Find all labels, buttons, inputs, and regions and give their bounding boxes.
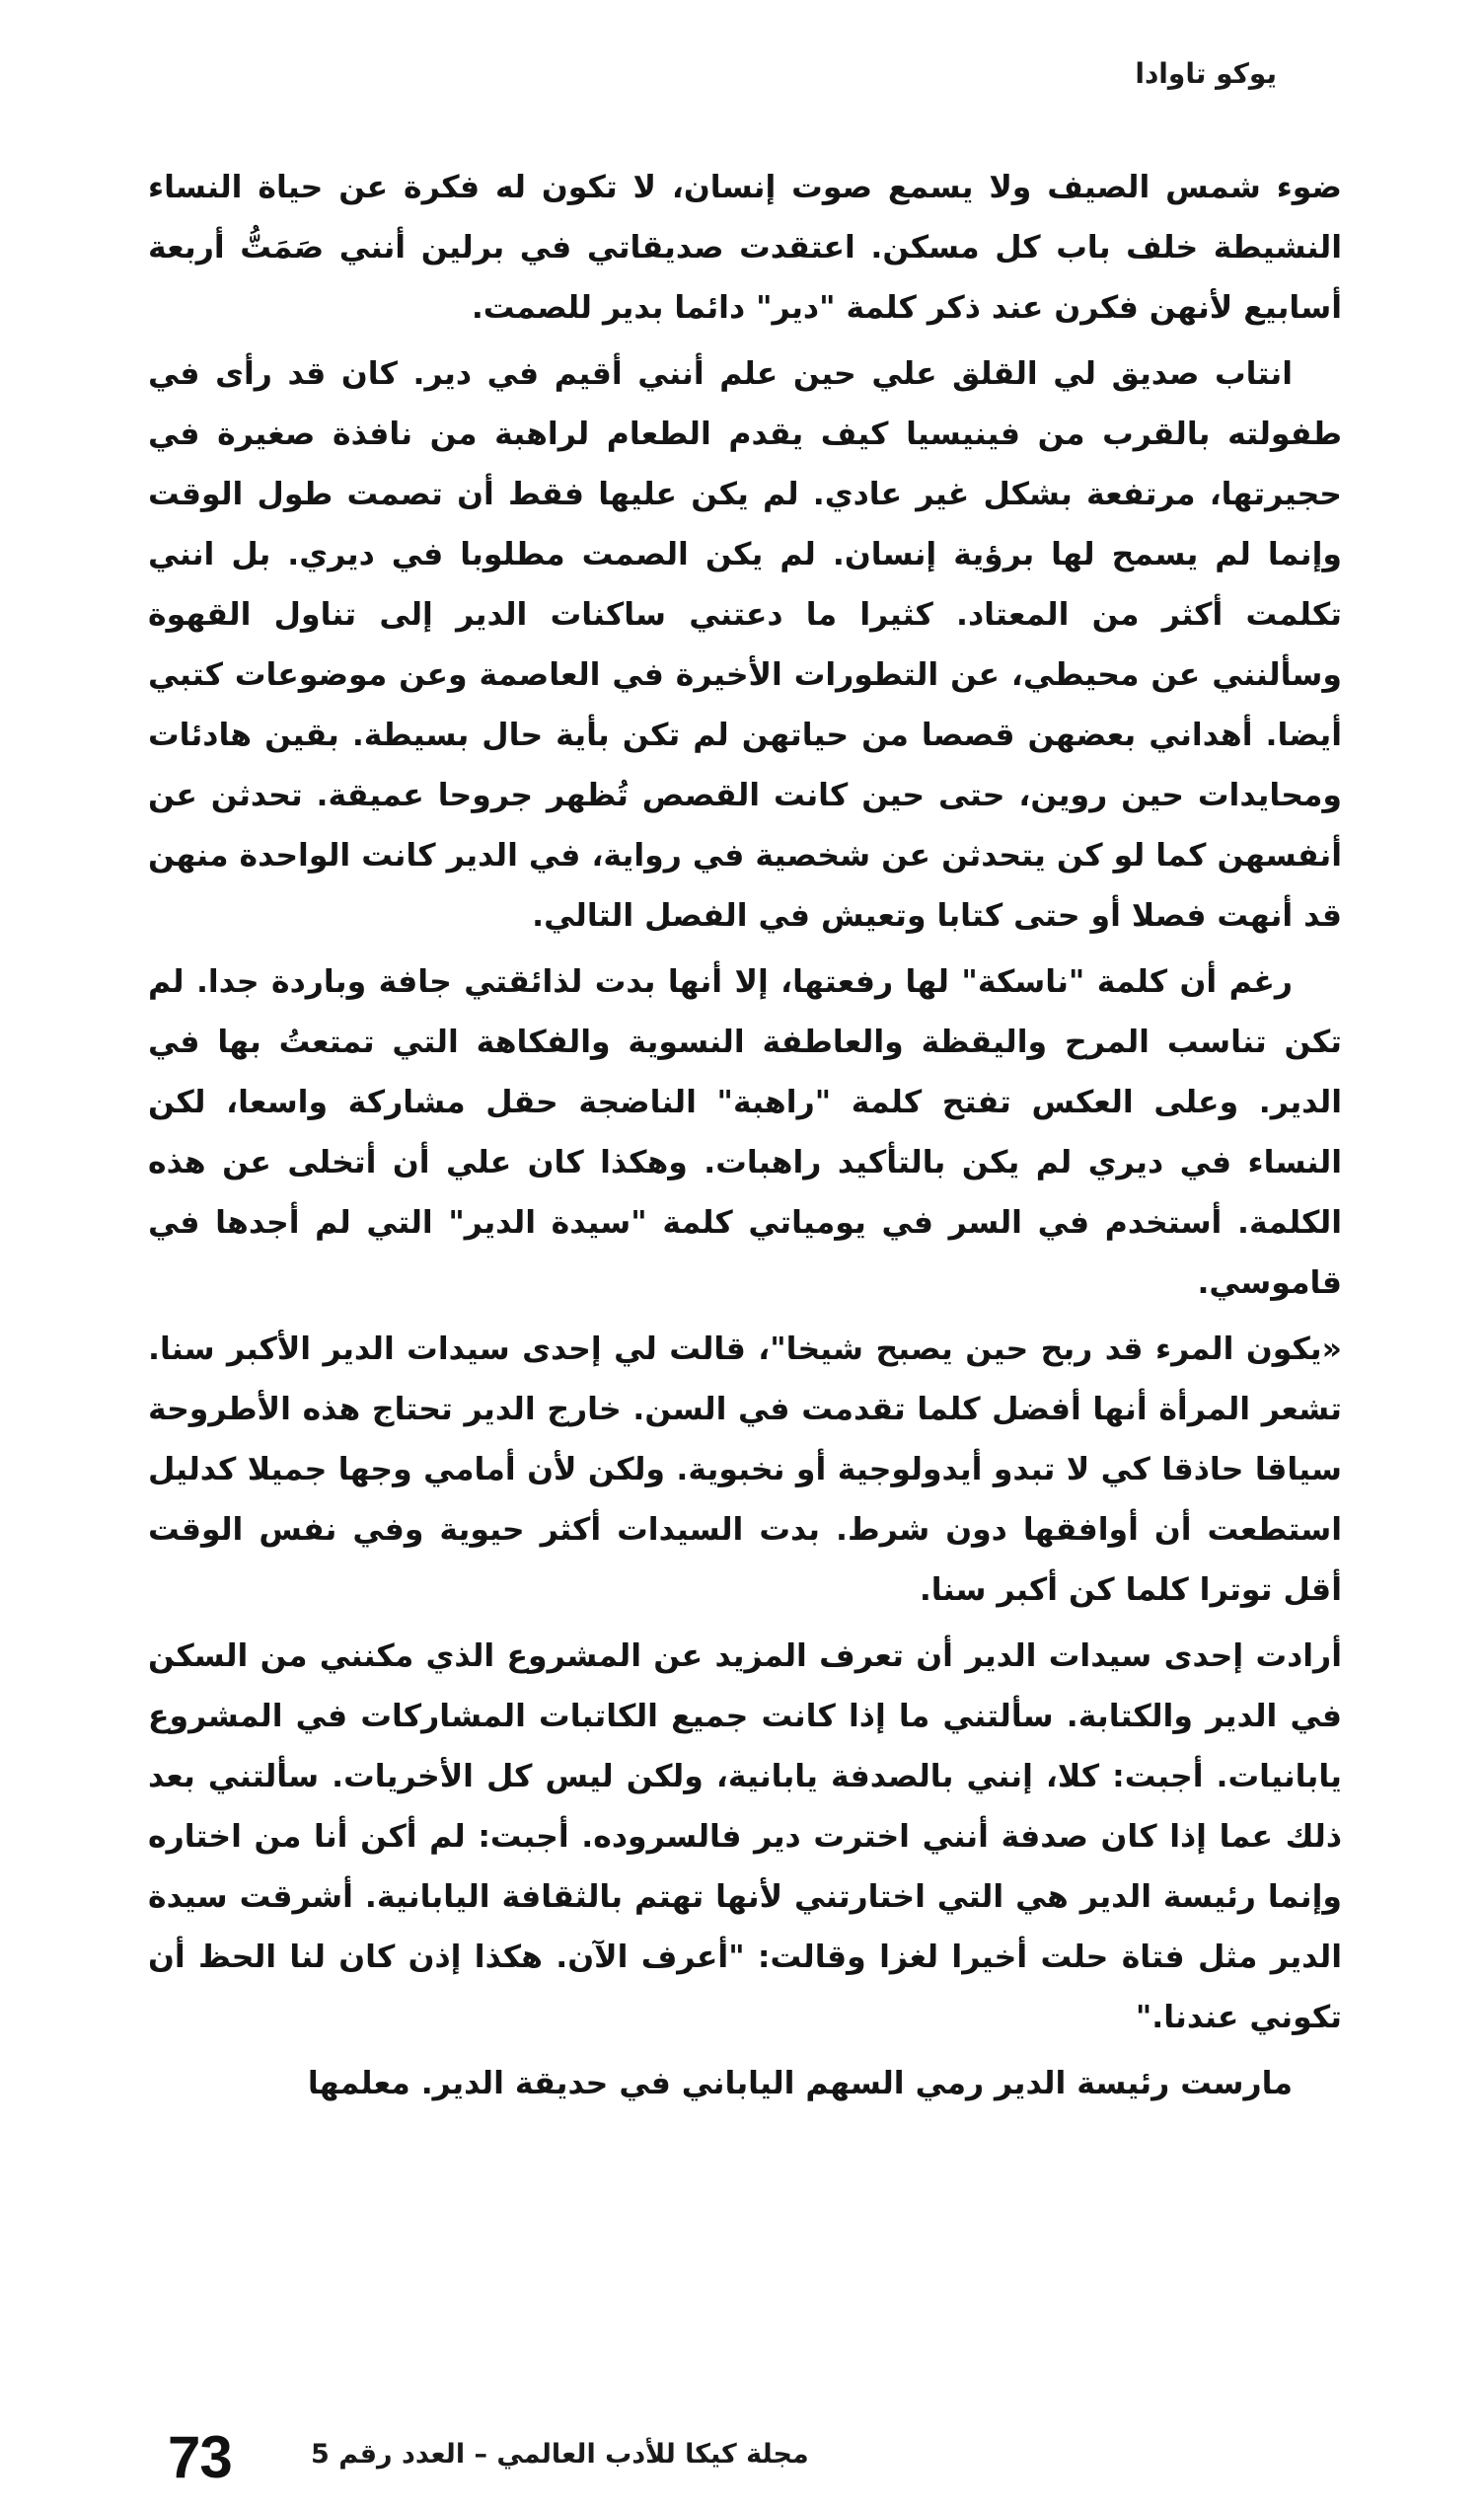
paragraph-6: مارست رئيسة الدير رمي السهم الياباني في حديقة الدير. معلمها bbox=[307, 2066, 1293, 2101]
page-footer bbox=[148, 2423, 1336, 2502]
article-body bbox=[148, 158, 1342, 2120]
paragraph-3: رغم أن كلمة "ناسكة" لها رفعتها، إلا أنها بدت لذائقتي جافة وباردة جدا. لم تكن تناسب المرح واليقظة والعاطفة النسوية والفكاهة التي تمتعتُ بها في الدير. وعلى العكس تفتح كلمة "راهبة" الناضجة حقل مشاركة واسعا، لكن النساء في ديري لم يكن بالتأكيد راهبات. وهكذا كان علي أن أتخلى عن هذه الكلمة. أستخدم في السر في يومياتي كلمة "سيدة الدير" التي لم أجدها في قاموسي. bbox=[148, 964, 1342, 1301]
running-title: يوكو تاوادا bbox=[1135, 57, 1277, 90]
page-number: 73 bbox=[168, 2424, 232, 2490]
paragraph-2: انتاب صديق لي القلق علي حين علم أنني أقيم في دير. كان قد رأى في طفولته بالقرب من فينيسيا كيف يقدم الطعام لراهبة من نافذة صغيرة في حجيرتها، مرتفعة بشكل غير عادي. لم يكن عليها فقط أن تصمت طول الوقت وإنما لم يسمح لها برؤية إنسان. لم يكن الصمت مطلوبا في ديري. بل انني تكلمت أكثر من المعتاد. كثيرا ما دعتني ساكنات الدير إلى تناول القهوة وسألنني عن محيطي، عن التطورات الأخيرة في العاصمة وعن موضوعات كتبي أيضا. أهداني بعضهن قصصا من حياتهن لم تكن بأية حال بسيطة. بقين هادئات ومحايدات حين روين، حتى حين كانت القصص تُظهر جروحا عميقة. تحدثن عن أنفسهن كما لو كن يتحدثن عن شخصية في رواية، في الدير كانت الواحدة منهن قد أنهت فصلا أو حتى كتابا وتعيش في الفصل التالي. bbox=[148, 356, 1342, 934]
paragraph-5: أرادت إحدى سيدات الدير أن تعرف المزيد عن المشروع الذي مكنني من السكن في الدير والكتابة. سألتني ما إذا كانت جميع الكاتبات المشاركات في المشروع يابانيات. أجبت: كلا، إنني بالصدفة يابانية، ولكن ليس كل الأخريات. سألتني بعد ذلك عما إذا كان صدفة أنني اخترت دير فالسروده. أجبت: لم أكن أنا من اختاره وإنما رئيسة الدير هي التي اختارتني لأنها تهتم بالثقافة اليابانية. أشرقت سيدة الدير مثل فتاة حلت أخيرا لغزا وقالت: "أعرف الآن. هكذا إذن كان لنا الحظ أن تكوني عندنا." bbox=[148, 1638, 1342, 2035]
paragraph-4: «يكون المرء قد ربح حين يصبح شيخا"، قالت لي إحدى سيدات الدير الأكبر سنا. تشعر المرأة أنها أفضل كلما تقدمت في السن. خارج الدير تحتاج هذه الأطروحة سياقا حاذقا كي لا تبدو أيدولوجية أو نخبوية. ولكن لأن أمامي وجها جميلا كدليل استطعت أن أوافقها دون شرط. بدت السيدات أكثر حيوية وفي نفس الوقت أقل توترا كلما كن أكبر سنا. bbox=[148, 1332, 1342, 1608]
journal-title: مجلة كيكا للأدب العالمي – العدد رقم 5 bbox=[311, 2439, 809, 2470]
paragraph-1: ضوء شمس الصيف ولا يسمع صوت إنسان، لا تكون له فكرة عن حياة النساء النشيطة خلف باب كل مسكن. اعتقدت صديقاتي في برلين أنني صَمَتُّ أربعة أسابيع لأنهن فكرن عند ذكر كلمة "دير" دائما بدير للصمت. bbox=[148, 170, 1342, 326]
